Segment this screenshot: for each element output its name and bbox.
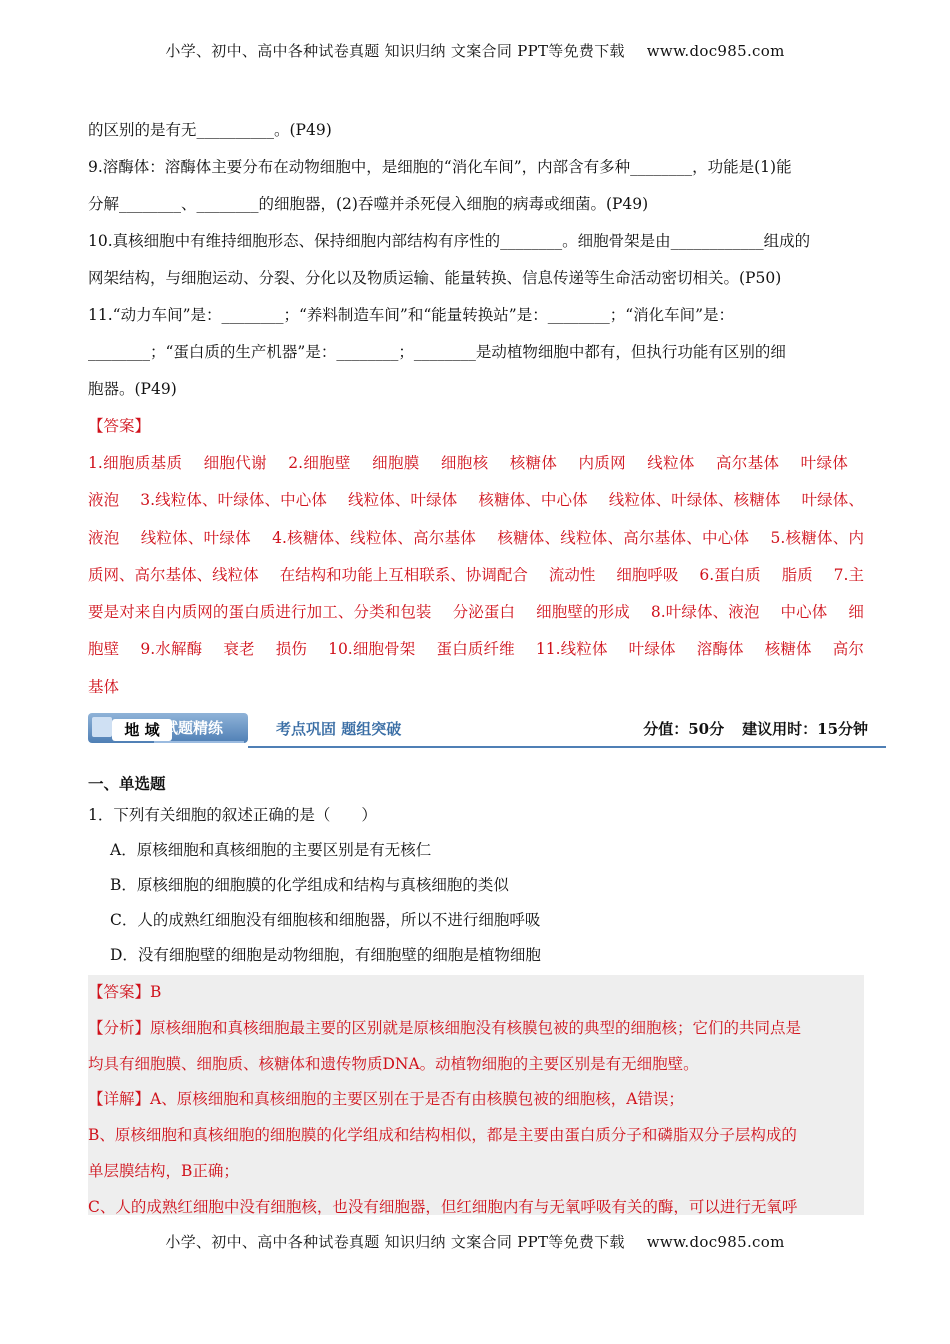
answer-item: 4.核糖体、线粒体、高尔基体 [272,528,477,547]
answer-item: 线粒体、叶绿体 [140,528,251,547]
explanation-box [88,975,864,1215]
option-c: C．人的成熟红细胞没有细胞核和细胞器，所以不进行细胞呼吸 [110,911,541,929]
answer-item: 叶绿体 [628,640,676,659]
answer-item: 5.核糖体、内质网、高尔基体、线粒体 [88,528,864,584]
option-b: B．原核细胞的细胞膜的化学组成和结构与真核细胞的类似 [110,876,509,894]
footer-url[interactable]: www.doc985.com [646,1233,785,1251]
explanation-line: 【详解】A、原核细胞和真核细胞的主要区别在于是否有由核膜包被的细胞核，A错误； [88,1090,684,1109]
band-subtitle: 考点巩固 题组突破 [276,720,402,738]
question-stem: 1．下列有关细胞的叙述正确的是（ ） [88,806,377,824]
explanation-line: B、原核细胞和真核细胞的细胞膜的化学组成和结构相似，都是主要由蛋白质分子和磷脂双分子层构成的 [88,1126,797,1145]
explanation-line: C、人的成熟红细胞中没有细胞核，也没有细胞器，但红细胞内有与无氧呼吸有关的酶，可以进行无氧呼 [88,1197,798,1215]
answer-item: 9.水解酶 [140,640,203,659]
answer-item: 线粒体、叶绿体、核糖体 [608,491,781,510]
band-underline [154,741,244,743]
answer-item: 高尔基体 [88,640,864,696]
answer-body [88,445,864,706]
note-line: ________；“蛋白质的生产机器”是：________；________是动植物细胞中都有，但执行功能有区别的细 [88,343,786,361]
band-badge: 地 域 [112,719,172,741]
answer-item: 细胞呼吸 [616,565,679,584]
answer-item: 1.细胞质基质 [88,454,183,472]
answer-item: 分泌蛋白 [452,603,516,622]
section-band [88,708,886,748]
explanation-line: 均具有细胞膜、细胞质、核糖体和遗传物质DNA。动植物细胞的主要区别是有无细胞壁。 [88,1054,699,1073]
section-title: 一、单选题 [88,774,166,793]
answer-item: 中心体 [780,603,828,622]
answer-item: 溶酶体 [696,640,744,659]
answer-item: 核糖体、线粒体、高尔基体、中心体 [497,528,750,547]
answer-item: 高尔基体 [716,454,780,472]
header-text: 小学、初中、高中各种试卷真题 知识归纳 文案合同 PPT等免费下载 [165,42,625,60]
answer-item: 11.线粒体 [535,640,608,659]
note-line: 的区别的是有无__________。(P49) [88,121,332,139]
answer-item: 细胞代谢 [203,454,267,472]
answer-title: 【答案】 [88,417,151,435]
answer-item: 核糖体、中心体 [478,491,588,510]
answer-item: 线粒体、叶绿体 [348,491,458,510]
page-header [0,40,950,61]
explanation-line: 【答案】B [88,983,162,1001]
option-a: A．原核细胞和真核细胞的主要区别是有无核仁 [110,841,432,859]
note-line: 10.真核细胞中有维持细胞形态、保持细胞内部结构有序性的________。细胞骨架是由____________组成的 [88,232,811,250]
answer-item: 10.细胞骨架 [328,640,416,659]
footer-text: 小学、初中、高中各种试卷真题 知识归纳 文案合同 PPT等免费下载 [165,1233,625,1251]
note-line: 11.“动力车间”是：________；“养料制造车间”和“能量转换站”是：________；“消化车间”是： [88,306,735,324]
answer-item: 3.线粒体、叶绿体、中心体 [140,491,327,510]
header-url[interactable]: www.doc985.com [646,42,785,60]
answer-item: 细胞膜 [372,454,420,472]
band-title: 试题精练 [163,719,224,737]
notes-block [88,112,864,706]
option-d: D．没有细胞壁的细胞是动物细胞，有细胞壁的细胞是植物细胞 [110,946,541,964]
answer-item: 叶绿体、液泡 [88,491,864,547]
answer-item: 流动性 [548,565,596,584]
explanation-line: 【分析】原核细胞和真核细胞最主要的区别就是原核细胞没有核膜包被的典型的细胞核；它们的共同点是 [88,1018,802,1037]
explanation-line: 单层膜结构，B正确； [88,1161,239,1180]
answer-item: 细胞壁的形成 [536,603,630,622]
score-label: 分值：50分 [643,720,725,738]
answer-item: 2.细胞壁 [288,454,351,472]
answer-item: 脂质 [781,565,813,584]
answer-item: 细胞壁 [88,603,864,659]
answer-item: 衰老 [223,640,255,659]
answer-item: 线粒体 [647,454,695,472]
answer-item: 核糖体 [764,640,812,659]
page-footer [0,1231,950,1252]
question-1 [88,798,864,973]
band-meta [643,718,868,739]
answer-item: 液泡 [88,491,120,510]
answer-item: 核糖体 [509,454,558,472]
answer-item: 叶绿体 [800,454,848,472]
band-tab [88,713,248,743]
band-rule [248,746,886,748]
answer-item: 在结构和功能上互相联系、协调配合 [279,565,528,584]
answer-item: 细胞核 [440,454,489,472]
note-line: 网架结构，与细胞运动、分裂、分化以及物质运输、能量转换、信息传递等生命活动密切相关。(P50) [88,269,782,287]
note-line: 胞器。(P49) [88,380,177,398]
note-line: 分解________、________的细胞器，(2)吞噬并杀死侵入细胞的病毒或细菌。(P49) [88,195,649,213]
answer-item: 7.主要是对来自内质网的蛋白质进行加工、分类和包装 [88,565,864,622]
note-line: 9.溶酶体：溶酶体主要分布在动物细胞中，是细胞的“消化车间”，内部含有多种________，功能是(1)能 [88,158,792,176]
answer-item: 损伤 [275,640,307,659]
answer-item: 8.叶绿体、液泡 [650,603,760,622]
list-icon [92,717,112,737]
answer-item: 蛋白质纤维 [436,640,515,659]
answer-item: 内质网 [578,454,626,472]
answer-item: 6.蛋白质 [699,565,761,584]
time-label: 建议用时：15分钟 [742,720,868,738]
